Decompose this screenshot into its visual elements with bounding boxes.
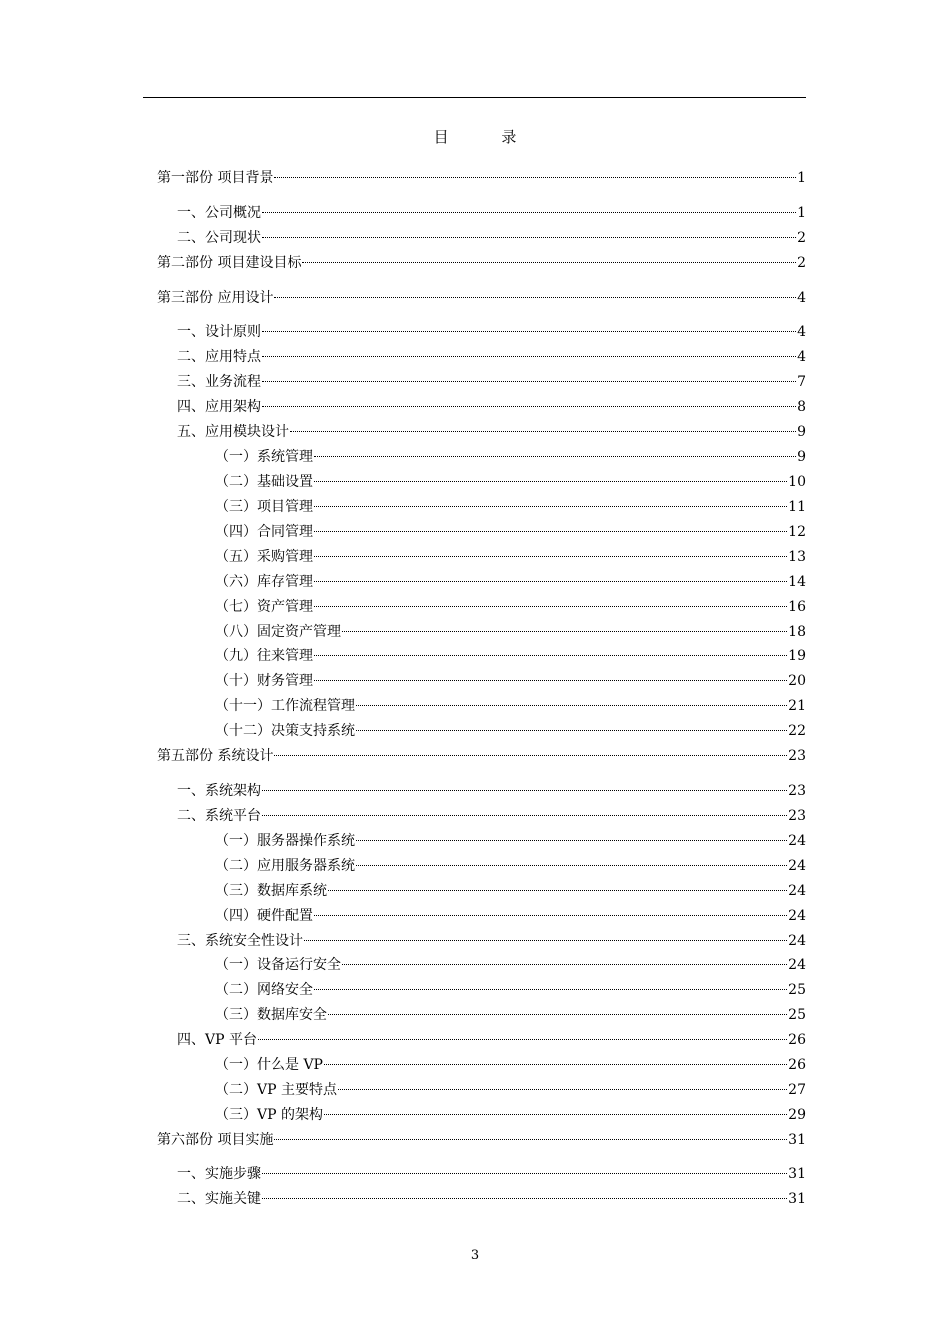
toc-leader-dots [262,318,796,336]
toc-entry[interactable] [215,468,806,490]
toc-leader-dots [314,468,787,486]
toc-entry[interactable] [215,827,806,849]
toc-entry[interactable] [215,717,806,739]
toc-leader-dots [356,717,787,735]
toc-entry-label: 二、公司现状 [177,230,261,246]
toc-leader-dots [262,393,796,411]
toc-entry-page: 13 [788,549,806,565]
toc-entry-page: 26 [788,1032,806,1048]
toc-entry-label: （十）财务管理 [215,673,313,689]
toc-entry-label: （三）数据库系统 [215,883,327,899]
toc-entry-label: 第五部份 系统设计 [157,748,274,764]
toc-entry[interactable] [215,951,806,973]
toc-entry[interactable] [215,518,806,540]
toc-entry-page: 23 [788,748,806,764]
toc-entry-label: （十二）决策支持系统 [215,723,355,739]
toc-leader-dots [314,667,787,685]
toc-entry[interactable] [215,568,806,590]
toc-leader-dots [356,692,787,710]
toc-leader-dots [324,1101,787,1119]
toc-entry-page: 10 [788,474,806,490]
toc-entry-label: （二）网络安全 [215,982,313,998]
toc-leader-dots [262,343,796,361]
toc-entry-label: 一、系统架构 [177,783,261,799]
toc-leader-dots [342,618,787,636]
toc-entry[interactable] [157,164,806,186]
toc-entry-page: 18 [788,624,806,640]
toc-title: 目 录 [433,128,541,146]
toc-entry-page: 31 [788,1166,806,1182]
toc-entry-page: 9 [797,424,806,440]
toc-entry-page: 21 [788,698,806,714]
toc-entry-page: 26 [788,1057,806,1073]
toc-leader-dots [258,1026,787,1044]
toc-entry[interactable] [177,1160,806,1182]
toc-entry-label: （二）基础设置 [215,474,313,490]
toc-entry-label: 二、应用特点 [177,349,261,365]
toc-entry-label: （三）项目管理 [215,499,313,515]
toc-entry-page: 16 [788,599,806,615]
toc-entry-label: （四）合同管理 [215,524,313,540]
toc-entry-page: 19 [788,648,806,664]
toc-leader-dots [302,249,796,267]
toc-entry[interactable] [177,318,806,340]
toc-entry-page: 11 [788,499,806,515]
toc-entry-label: （二）VP 主要特点 [215,1082,337,1098]
toc-entry-page: 23 [788,783,806,799]
toc-leader-dots [262,224,796,242]
toc-leader-dots [262,199,796,217]
toc-entry-label: （一）服务器操作系统 [215,833,355,849]
toc-entry[interactable] [177,1026,806,1048]
toc-entry-label: 四、VP 平台 [177,1032,257,1048]
toc-entry-page: 24 [788,858,806,874]
toc-leader-dots [262,802,787,820]
toc-leader-dots [314,493,787,511]
toc-entry-label: 四、应用架构 [177,399,261,415]
toc-entry-page: 24 [788,908,806,924]
toc-leader-dots [262,777,787,795]
toc-entry[interactable] [177,927,806,949]
toc-entry[interactable] [215,1076,806,1098]
toc-entry-page: 12 [788,524,806,540]
toc-entry-page: 4 [797,324,806,340]
toc-entry[interactable] [177,1185,806,1207]
toc-entry[interactable] [177,368,806,390]
toc-leader-dots [274,742,787,760]
toc-entry-page: 2 [797,255,806,271]
toc-leader-dots [324,1051,787,1069]
toc-entry-label: 二、实施关键 [177,1191,261,1207]
toc-entry-page: 1 [797,205,806,221]
toc-entry[interactable] [215,852,806,874]
toc-leader-dots [338,1076,787,1094]
toc-leader-dots [314,642,787,660]
toc-entry-page: 23 [788,808,806,824]
toc-entry[interactable] [215,618,806,640]
toc-leader-dots [314,593,787,611]
toc-entry[interactable] [177,777,806,799]
toc-entry[interactable] [157,1126,806,1148]
toc-leader-dots [274,164,796,182]
toc-entry[interactable] [215,976,806,998]
toc-entry-page: 7 [797,374,806,390]
toc-entry[interactable] [215,1001,806,1023]
toc-entry-label: 三、系统安全性设计 [177,933,303,949]
toc-entry-label: （三）VP 的架构 [215,1107,323,1123]
toc-entry-label: （一）什么是 VP [215,1057,323,1073]
toc-entry-page: 29 [788,1107,806,1123]
toc-leader-dots [314,568,787,586]
toc-entry[interactable] [177,802,806,824]
toc-entry-page: 31 [788,1132,806,1148]
toc-entry-label: 五、应用模块设计 [177,424,289,440]
toc-leader-dots [304,927,787,945]
toc-entry-label: 第六部份 项目实施 [157,1132,274,1148]
toc-leader-dots [342,951,787,969]
toc-entry-label: （八）固定资产管理 [215,624,341,640]
toc-entry-label: 第三部份 应用设计 [157,290,274,306]
toc-leader-dots [274,1126,787,1144]
toc-leader-dots [356,852,787,870]
toc-leader-dots [328,1001,787,1019]
toc-entry-page: 14 [788,574,806,590]
toc-leader-dots [328,877,787,895]
toc-leader-dots [262,1185,787,1203]
toc-entry-label: （三）数据库安全 [215,1007,327,1023]
toc-entry[interactable] [215,692,806,714]
toc-entry-page: 25 [788,982,806,998]
toc-entry[interactable] [177,343,806,365]
toc-entry-page: 2 [797,230,806,246]
toc-entry[interactable] [215,443,806,465]
toc-entry-label: 一、实施步骤 [177,1166,261,1182]
toc-entry-label: 二、系统平台 [177,808,261,824]
toc-entry-label: （九）往来管理 [215,648,313,664]
toc-entry-label: （六）库存管理 [215,574,313,590]
toc-leader-dots [314,518,787,536]
toc-entry-page: 8 [797,399,806,415]
toc-entry-page: 9 [797,449,806,465]
toc-entry-label: （二）应用服务器系统 [215,858,355,874]
toc-entry-label: （十一）工作流程管理 [215,698,355,714]
toc-entry[interactable] [157,249,806,271]
toc-entry-page: 4 [797,349,806,365]
toc-entry[interactable] [215,667,806,689]
toc-entry-label: 一、公司概况 [177,205,261,221]
toc-leader-dots [262,368,796,386]
toc-entry-page: 24 [788,833,806,849]
toc-leader-dots [314,543,787,561]
toc-entry-page: 22 [788,723,806,739]
toc-entry-page: 24 [788,883,806,899]
toc-entry-label: （一）设备运行安全 [215,957,341,973]
toc-entry-label: （一）系统管理 [215,449,313,465]
toc-leader-dots [290,418,796,436]
toc-leader-dots [356,827,787,845]
toc-entry-page: 31 [788,1191,806,1207]
toc-entry[interactable] [215,902,806,924]
toc-entry[interactable] [215,543,806,565]
toc-entry-page: 25 [788,1007,806,1023]
toc-entry[interactable] [177,418,806,440]
toc-entry-page: 1 [797,170,806,186]
toc-entry[interactable] [177,393,806,415]
toc-entry-label: 第二部份 项目建设目标 [157,255,302,271]
toc-entry-label: 第一部份 项目背景 [157,170,274,186]
toc-leader-dots [314,902,787,920]
toc-entry[interactable] [177,224,806,246]
toc-entry-page: 27 [788,1082,806,1098]
toc-entry-page: 24 [788,933,806,949]
toc-leader-dots [262,1160,787,1178]
page-number: 3 [470,1248,480,1263]
toc-entry-page: 4 [797,290,806,306]
toc-entry-label: （七）资产管理 [215,599,313,615]
toc-entry-label: （四）硬件配置 [215,908,313,924]
toc-entry-label: 三、业务流程 [177,374,261,390]
toc-leader-dots [314,976,787,994]
toc-entry[interactable] [215,493,806,515]
toc-leader-dots [274,284,796,302]
toc-entry-label: （五）采购管理 [215,549,313,565]
toc-entry-page: 24 [788,957,806,973]
toc-entry[interactable] [215,1101,806,1123]
toc-entry[interactable] [157,284,806,306]
toc-entry[interactable] [215,642,806,664]
toc-entry-page: 20 [788,673,806,689]
toc-entry[interactable] [215,593,806,615]
toc-entry[interactable] [215,877,806,899]
toc-entry-label: 一、设计原则 [177,324,261,340]
toc-leader-dots [314,443,796,461]
toc-entry[interactable] [177,199,806,221]
toc-entry[interactable] [215,1051,806,1073]
toc-entry[interactable] [157,742,806,764]
